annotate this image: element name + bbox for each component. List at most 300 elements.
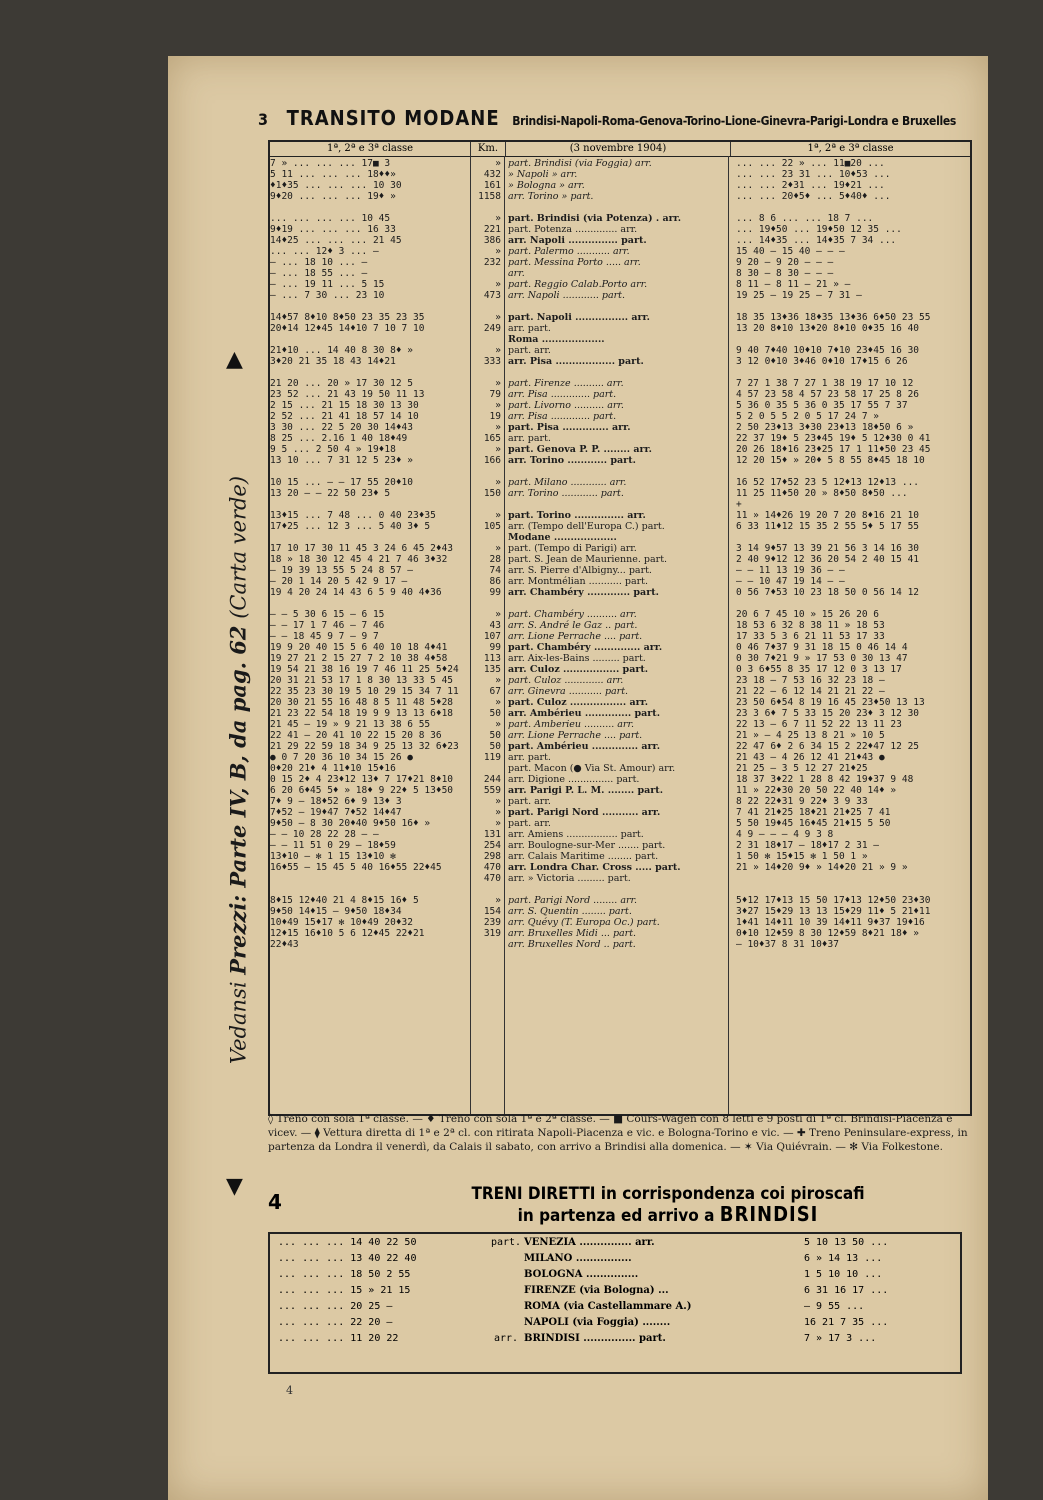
timetable-row [270, 356, 970, 367]
timetable-row [270, 257, 970, 268]
left-times: 7 » ... ... ... 17■ 3 [270, 158, 391, 169]
left-times: — — 17 1 7 46 — 7 46 [270, 620, 385, 631]
right-times: 2 40 9♦12 12 36 20 54 2 40 15 41 [736, 554, 920, 565]
timetable-row [270, 807, 970, 818]
section-title [418, 1184, 918, 1226]
footer-mark: 4 [286, 1384, 293, 1397]
left-times: ● 0 7 20 36 10 34 15 26 ● [270, 752, 413, 763]
left-times: — ... 7 30 ... 23 10 [270, 290, 385, 301]
station-cell: arr. Pisa .................. part. [508, 356, 644, 367]
right-times: 18 53 6 32 8 38 11 » 18 53 [736, 620, 885, 631]
timetable-row [270, 290, 970, 301]
station-cell: arr. Torino ............ part. [508, 488, 624, 499]
timetable-row [270, 642, 970, 653]
right-times: — — 11 13 19 36 — — [736, 565, 845, 576]
station-cell: part. Reggio Calab.Porto arr. [508, 279, 648, 290]
cell-d: 6 » 14 13 ... [804, 1253, 883, 1264]
km-cell: 67 [489, 686, 501, 697]
section-4-row [270, 1282, 960, 1298]
right-times: 0♦10 12♦59 8 30 12♦59 8♦21 18♦ » [736, 928, 920, 939]
cell-d: — 9 55 ... [804, 1301, 865, 1312]
cell-c: MILANO ................ [524, 1253, 632, 1264]
cell-b: part. [490, 1237, 522, 1248]
right-times: 20 26 18♦16 23♦25 17 1 11♦50 23 45 [736, 444, 931, 455]
station-cell [504, 367, 732, 378]
station-cell: arr. part. [508, 323, 551, 334]
timetable-row [270, 367, 970, 378]
cell-d: 16 21 7 35 ... [804, 1317, 889, 1328]
left-times [270, 202, 470, 213]
right-times: 19 25 — 19 25 — 7 31 — [736, 290, 862, 301]
station-cell: part. arr. [508, 345, 551, 356]
km-cell: 99 [489, 587, 501, 598]
station-cell: arr. Chambéry ............. part. [508, 587, 659, 598]
station-cell [504, 202, 732, 213]
left-times: 0 15 2♦ 4 23♦12 13♦ 7 17♦21 8♦10 [270, 774, 454, 785]
timetable-row [270, 455, 970, 466]
timetable-row [270, 334, 970, 345]
km-cell [470, 598, 504, 609]
station-cell: Modane ................... [508, 532, 617, 543]
right-times: 11 » 14♦26 19 20 7 20 8♦16 21 10 [736, 510, 920, 521]
right-times: 11 25 11♦50 20 » 8♦50 8♦50 ... [736, 488, 908, 499]
km-cell: 386 [483, 235, 501, 246]
left-times: 3 30 ... 22 5 20 30 14♦43 [270, 422, 413, 433]
station-cell: arr. Aix-les-Bains ......... part. [508, 653, 646, 664]
left-times: 22♦43 [270, 939, 299, 950]
right-times [732, 884, 970, 895]
left-times: 18 » 18 30 12 45 4 21 7 46 3♦32 [270, 554, 448, 565]
km-cell: » [495, 796, 501, 807]
right-times: 15 40 — 15 40 — — — [736, 246, 845, 257]
right-times: 0 3 6♦55 8 35 17 12 0 3 13 17 [736, 664, 902, 675]
side-note-suffix: (Carta verde) [226, 475, 251, 619]
timetable-row [270, 400, 970, 411]
left-times [270, 367, 470, 378]
timetable-row [270, 840, 970, 851]
left-times: 21 20 ... 20 » 17 30 12 5 [270, 378, 413, 389]
right-times: 8 30 — 8 30 — — — [736, 268, 834, 279]
right-times: ... ... 22 » ... 11■20 ... [736, 158, 885, 169]
right-times: 0 46 7♦37 9 31 18 15 0 46 14 4 [736, 642, 908, 653]
km-cell: 135 [483, 664, 501, 675]
right-times [732, 367, 970, 378]
km-cell: » [495, 213, 501, 224]
station-cell: arr. Pisa ............. part. [508, 411, 617, 422]
right-times: 22 37 19♦ 5 23♦45 19♦ 5 12♦30 0 41 [736, 433, 931, 444]
right-times: 23 18 — 7 53 16 32 23 18 — [736, 675, 885, 686]
left-times: 16♦55 — 15 45 5 40 16♦55 22♦45 [270, 862, 442, 873]
station-cell: arr. Torino ............ part. [508, 455, 636, 466]
right-times: 17 33 5 3 6 21 11 53 17 33 [736, 631, 885, 642]
right-times: 8 11 — 8 11 — 21 » — [736, 279, 851, 290]
km-cell: 154 [483, 906, 501, 917]
km-cell: » [495, 246, 501, 257]
km-cell: 232 [483, 257, 501, 268]
km-cell: 74 [489, 565, 501, 576]
left-times [270, 334, 470, 345]
cell-d: 6 31 16 17 ... [804, 1285, 889, 1296]
cell-a: ... ... ... 11 20 22 [278, 1333, 399, 1344]
km-cell: 119 [483, 752, 501, 763]
cell-b [488, 1300, 524, 1314]
right-times: ... 8 6 ... ... 18 7 ... [736, 213, 874, 224]
side-note-bold: Prezzi: Parte IV, B, da pag. 62 [225, 625, 251, 975]
right-times: 3♦27 15♦29 13 13 15♦29 11♦ 5 21♦11 [736, 906, 931, 917]
right-times: 22 47 6♦ 2 6 34 15 2 22♦47 12 25 [736, 741, 920, 752]
station-cell: part. Culoz ................. arr. [508, 697, 649, 708]
left-times: 17 10 17 30 11 45 3 24 6 45 2♦43 [270, 543, 454, 554]
km-cell [470, 466, 504, 477]
timetable-row [270, 202, 970, 213]
right-times: ... 19♦50 ... 19♦50 12 35 ... [736, 224, 902, 235]
station-cell: arr. Torino » part. [508, 191, 594, 202]
footnotes: ◊ Treno con sola 1ª classe. — ♦ Treno con sola 1ª e 2ª classe. — ■ Cours-Wagen con 8 letti e 9 posti di 1ª cl. Brindisi-Piacenza e vicev. — ⧫ Vettura diretta di 1ª e 2ª cl. con ritirata Napoli-Piacenza e vic. e Bologna-Torino e vic. — ✚ Treno Peninsulare-express, in partenza da Londra il venerdì, da Calais il sabato, con arrivo a Brindisi alla domenica. — ✶ Via Quiévrain. — ✻ Via Folkestone. [268, 1113, 968, 1153]
timetable-row [270, 917, 970, 928]
left-times: 3♦20 21 35 18 43 14♦21 [270, 356, 396, 367]
right-times [732, 532, 970, 543]
station-cell: part. Firenze .......... arr. [508, 378, 624, 389]
station-cell: part. Amberieu .......... arr. [508, 719, 634, 730]
timetable-row [270, 576, 970, 587]
timetable-row [270, 444, 970, 455]
cell-c: BOLOGNA ............... [524, 1269, 639, 1280]
station-cell: arr. Amiens ................. part. [508, 829, 644, 840]
left-times: 20♦14 12♦45 14♦10 7 10 7 10 [270, 323, 425, 334]
km-cell: 79 [489, 389, 501, 400]
left-times [270, 873, 470, 884]
km-cell: » [495, 697, 501, 708]
left-times: 9 5 ... 2 50 4 » 19♦18 [270, 444, 396, 455]
route-title: Brindisi-Napoli-Roma-Genova-Torino-Lione-Ginevra-Parigi-Londra e Bruxelles [512, 114, 957, 128]
station-cell: part. Chambéry .......... arr. [508, 609, 637, 620]
timetable-row [270, 433, 970, 444]
station-cell: part. S. Jean de Maurienne. part. [508, 554, 668, 565]
right-times: 8 22 22♦31 9 22♦ 3 9 33 [736, 796, 868, 807]
station-cell: part. Parigi Nord ........ arr. [508, 895, 638, 906]
right-times: 3 14 9♦57 13 39 21 56 3 14 16 30 [736, 543, 920, 554]
km-cell: » [495, 675, 501, 686]
km-cell [470, 202, 504, 213]
right-times: 9 20 — 9 20 — — — [736, 257, 834, 268]
km-cell: » [495, 158, 501, 169]
timetable-row [270, 510, 970, 521]
station-cell: part. Chambéry .............. arr. [508, 642, 663, 653]
arrow-up-icon: ▲ [226, 347, 243, 372]
col-right-header: 1ª, 2ª e 3ª classe [807, 143, 894, 154]
left-times: ... ... 12♦ 3 ... — [270, 246, 379, 257]
station-cell: arr. part. [508, 433, 551, 444]
timetable-row [270, 312, 970, 323]
timetable-row [270, 466, 970, 477]
page-number: 3 [258, 110, 269, 129]
station-cell: part. Genova P. P. ........ arr. [508, 444, 652, 455]
right-times: 7 27 1 38 7 27 1 38 19 17 10 12 [736, 378, 914, 389]
cell-a: ... ... ... 20 25 — [278, 1301, 393, 1312]
km-cell: 19 [489, 411, 501, 422]
km-cell: » [495, 345, 501, 356]
left-times: — ... 18 55 ... — [270, 268, 368, 279]
timetable-header [270, 142, 970, 157]
right-times: 23 3 6♦ 7 5 33 15 20 23♦ 3 12 30 [736, 708, 920, 719]
km-cell: 99 [489, 642, 501, 653]
km-cell: » [495, 807, 501, 818]
station-cell [504, 884, 732, 895]
km-cell: 113 [483, 653, 501, 664]
left-times: 9♦50 14♦15 — 9♦50 18♦34 [270, 906, 402, 917]
left-times: 12♦15 16♦10 5 6 12♦45 22♦21 [270, 928, 425, 939]
cell-c: BRINDISI ............... part. [524, 1333, 666, 1344]
km-cell [470, 763, 504, 774]
timetable-row [270, 653, 970, 664]
right-times: 7 41 21♦25 18♦21 21♦25 7 41 [736, 807, 891, 818]
timetable [268, 140, 972, 1116]
right-times: 6 33 11♦12 15 35 2 55 5♦ 5 17 55 [736, 521, 920, 532]
timetable-row [270, 708, 970, 719]
left-times: 22 41 — 20 41 10 22 15 20 8 36 [270, 730, 442, 741]
station-cell: part. Napoli ................ arr. [508, 312, 650, 323]
cell-c: ROMA (via Castellammare A.) [524, 1301, 692, 1312]
right-times: — — 10 47 19 14 — — [736, 576, 845, 587]
cell-c: VENEZIA ............... arr. [524, 1237, 655, 1248]
left-times: — — 10 28 22 28 — — [270, 829, 379, 840]
section-number: 4 [268, 1190, 282, 1214]
left-times: — — 18 45 9 7 — 9 7 [270, 631, 379, 642]
timetable-row [270, 532, 970, 543]
station-cell: part. Brindisi (via Potenza) . arr. [508, 213, 682, 224]
right-times: 2 31 18♦17 — 18♦17 2 31 — [736, 840, 879, 851]
station-cell: arr. S. André le Gaz .. part. [508, 620, 638, 631]
timetable-row [270, 785, 970, 796]
left-times: 2 52 ... 21 41 18 57 14 10 [270, 411, 419, 422]
right-times: 11 » 22♦30 20 50 22 40 14♦ » [736, 785, 897, 796]
left-times [270, 466, 470, 477]
left-times: 13 10 ... 7 31 12 5 23♦ » [270, 455, 413, 466]
km-cell [470, 334, 504, 345]
right-times [732, 301, 970, 312]
left-times: 19 4 20 24 14 43 6 5 9 40 4♦36 [270, 587, 442, 598]
timetable-row [270, 378, 970, 389]
left-times: 23 52 ... 21 43 19 50 11 13 [270, 389, 425, 400]
km-cell: 298 [483, 851, 501, 862]
right-times [732, 873, 970, 884]
timetable-row [270, 213, 970, 224]
left-times: 9♦20 ... ... ... 19♦ » [270, 191, 396, 202]
timetable-row [270, 730, 970, 741]
km-cell: 254 [483, 840, 501, 851]
right-times [732, 202, 970, 213]
timetable-row [270, 587, 970, 598]
station-cell: arr. Ambérieu .............. part. [508, 708, 660, 719]
timetable-row [270, 884, 970, 895]
cell-b: arr. [493, 1333, 519, 1344]
left-times: 19 27 21 2 15 27 7 2 10 38 4♦58 [270, 653, 448, 664]
timetable-row [270, 554, 970, 565]
right-times: 2 50 23♦13 3♦30 23♦13 18♦50 6 » [736, 422, 914, 433]
timetable-row [270, 323, 970, 334]
right-times: 22 13 — 6 7 11 52 22 13 11 23 [736, 719, 902, 730]
left-times: — ... 18 10 ... — [270, 257, 368, 268]
timetable-row [270, 862, 970, 873]
timetable-row [270, 763, 970, 774]
km-cell: 165 [483, 433, 501, 444]
km-cell: 249 [483, 323, 501, 334]
km-cell: 470 [483, 862, 501, 873]
station-cell: part. Potenza .............. arr. [508, 224, 638, 235]
station-cell: arr. Culoz ................. part. [508, 664, 649, 675]
left-times: — — 5 30 6 15 — 6 15 [270, 609, 385, 620]
km-cell: 50 [489, 730, 501, 741]
station-cell: arr. part. [508, 752, 551, 763]
timetable-row [270, 906, 970, 917]
km-cell: 559 [483, 785, 501, 796]
timetable-row [270, 664, 970, 675]
station-cell: » Bologna » arr. [508, 180, 585, 191]
station-cell: arr. Boulogne-sur-Mer ....... part. [508, 840, 666, 851]
right-times: 21 25 — 3 5 12 27 21♦25 [736, 763, 868, 774]
timetable-row [270, 268, 970, 279]
right-times: 0 30 7♦21 9 » 17 53 0 30 13 47 [736, 653, 908, 664]
km-cell: 1158 [478, 191, 501, 202]
left-times [270, 532, 470, 543]
timetable-row [270, 774, 970, 785]
station-cell: arr. Digione ............... part. [508, 774, 640, 785]
left-times: — 19 39 13 55 5 24 8 57 — [270, 565, 413, 576]
right-times: 18 37 3♦22 1 28 8 42 19♦37 9 48 [736, 774, 914, 785]
right-times: ... ... 2♦31 ... 19♦21 ... [736, 180, 885, 191]
station-cell: arr. Napoli ............... part. [508, 235, 647, 246]
timetable-row [270, 851, 970, 862]
left-times: 7♦52 — 19♦47 7♦52 14♦47 [270, 807, 402, 818]
timetable-row [270, 719, 970, 730]
km-cell: 470 [483, 873, 501, 884]
km-cell: 131 [483, 829, 501, 840]
station-cell: Roma ................... [508, 334, 605, 345]
km-cell: 105 [483, 521, 501, 532]
right-times: 12 20 15♦ » 20♦ 5 8 55 8♦45 18 10 [736, 455, 925, 466]
left-times: 22 35 23 30 19 5 10 29 15 34 7 11 [270, 686, 459, 697]
km-cell: » [495, 719, 501, 730]
station-cell: part. Palermo ........... arr. [508, 246, 630, 257]
right-times: 5 36 0 35 5 36 0 35 17 55 7 37 [736, 400, 908, 411]
right-times: 3 12 0♦10 3♦46 0♦10 17♦15 6 26 [736, 356, 908, 367]
section-title-line1: TRENI DIRETTI in corrispondenza coi piroscafi [471, 1184, 865, 1204]
left-times: ... ... ... ... 10 45 [270, 213, 391, 224]
station-cell: arr. Montmélian ........... part. [508, 576, 648, 587]
timetable-row [270, 521, 970, 532]
km-cell: 239 [483, 917, 501, 928]
left-times: 13♦15 ... 7 48 ... 0 40 23♦35 [270, 510, 436, 521]
km-cell: 333 [483, 356, 501, 367]
km-cell: 432 [483, 169, 501, 180]
station-cell: arr. Quévy (T. Europa Oc.) part. [508, 917, 660, 928]
col-km-header: Km. [471, 142, 506, 156]
left-times: 14♦25 ... ... ... 21 45 [270, 235, 402, 246]
left-times: — 20 1 14 20 5 42 9 17 — [270, 576, 408, 587]
left-times: 13♦10 — ✻ 1 15 13♦10 ✻ [270, 851, 396, 862]
left-times: 20 30 21 55 16 48 8 5 11 48 5♦28 [270, 697, 454, 708]
timetable-row [270, 565, 970, 576]
station-cell: part. Parigi Nord ........... arr. [508, 807, 661, 818]
left-times: 19 9 20 40 15 5 6 40 10 18 4♦41 [270, 642, 448, 653]
timetable-row [270, 389, 970, 400]
station-cell [504, 499, 732, 510]
cell-a: ... ... ... 15 » 21 15 [278, 1285, 411, 1296]
timetable-row [270, 235, 970, 246]
station-cell: part. (Tempo di Parigi) arr. [508, 543, 637, 554]
km-cell: 28 [489, 554, 501, 565]
left-times: 9♦19 ... ... ... 16 33 [270, 224, 396, 235]
page-title: TRANSITO MODANE [286, 106, 500, 130]
right-times: 5♦12 17♦13 15 50 17♦13 12♦50 23♦30 [736, 895, 931, 906]
left-times [270, 598, 470, 609]
side-note-prefix: Vedansi [226, 981, 251, 1065]
cell-a: ... ... ... 14 40 22 50 [278, 1237, 417, 1248]
station-cell: arr. Calais Maritime ........ part. [508, 851, 659, 862]
right-times: 21 » 14♦20 9♦ » 14♦20 21 » 9 » [736, 862, 908, 873]
left-times: 21♦10 ... 14 40 8 30 8♦ » [270, 345, 413, 356]
timetable-row [270, 829, 970, 840]
right-times: 1 50 ✻ 15♦15 ✻ 1 50 1 » [736, 851, 868, 862]
km-cell [470, 268, 504, 279]
cell-c: FIRENZE (via Bologna) ... [524, 1285, 669, 1296]
station-cell: arr. S. Quentin ........ part. [508, 906, 632, 917]
right-times [732, 598, 970, 609]
cell-c: NAPOLI (via Foggia) ........ [524, 1317, 671, 1328]
km-cell [470, 884, 504, 895]
cell-b [488, 1316, 524, 1330]
timetable-row [270, 818, 970, 829]
station-cell: part. Livorno .......... arr. [508, 400, 624, 411]
right-times: ... ... 23 31 ... 10♦53 ... [736, 169, 891, 180]
station-cell: part. arr. [508, 796, 551, 807]
left-times: 9♦50 — 8 30 20♦40 9♦50 16♦ » [270, 818, 431, 829]
right-times [732, 334, 970, 345]
left-times: 7♦ 9 — 18♦52 6♦ 9 13♦ 3 [270, 796, 402, 807]
section-4-row [270, 1330, 960, 1346]
km-cell: » [495, 895, 501, 906]
km-cell: » [495, 444, 501, 455]
km-cell: 473 [483, 290, 501, 301]
right-times: 5 2 0 5 5 2 0 5 17 24 7 » [736, 411, 879, 422]
station-cell: arr. Bruxelles Nord .. part. [508, 939, 636, 950]
km-cell: 50 [489, 741, 501, 752]
km-cell: 86 [489, 576, 501, 587]
timetable-row [270, 796, 970, 807]
station-cell: arr. Napoli ............ part. [508, 290, 625, 301]
km-cell: » [495, 422, 501, 433]
km-cell: 166 [483, 455, 501, 466]
km-cell: 150 [483, 488, 501, 499]
km-cell: » [495, 279, 501, 290]
section-4-row [270, 1234, 960, 1250]
timetable-row [270, 609, 970, 620]
left-times: 5 11 ... ... ... 18♦♦» [270, 169, 396, 180]
timetable-row [270, 686, 970, 697]
station-cell: part. arr. [508, 818, 551, 829]
km-cell [470, 532, 504, 543]
station-cell: part. Culoz ............. arr. [508, 675, 624, 686]
section-title-brindisi: BRINDISI [719, 1202, 819, 1226]
timetable-body [270, 158, 970, 950]
timetable-row [270, 169, 970, 180]
timetable-row [270, 224, 970, 235]
station-cell: arr. Ginevra ........... part. [508, 686, 629, 697]
side-note-text [226, 476, 251, 1064]
km-cell: » [495, 609, 501, 620]
timetable-row [270, 675, 970, 686]
station-cell [504, 466, 732, 477]
